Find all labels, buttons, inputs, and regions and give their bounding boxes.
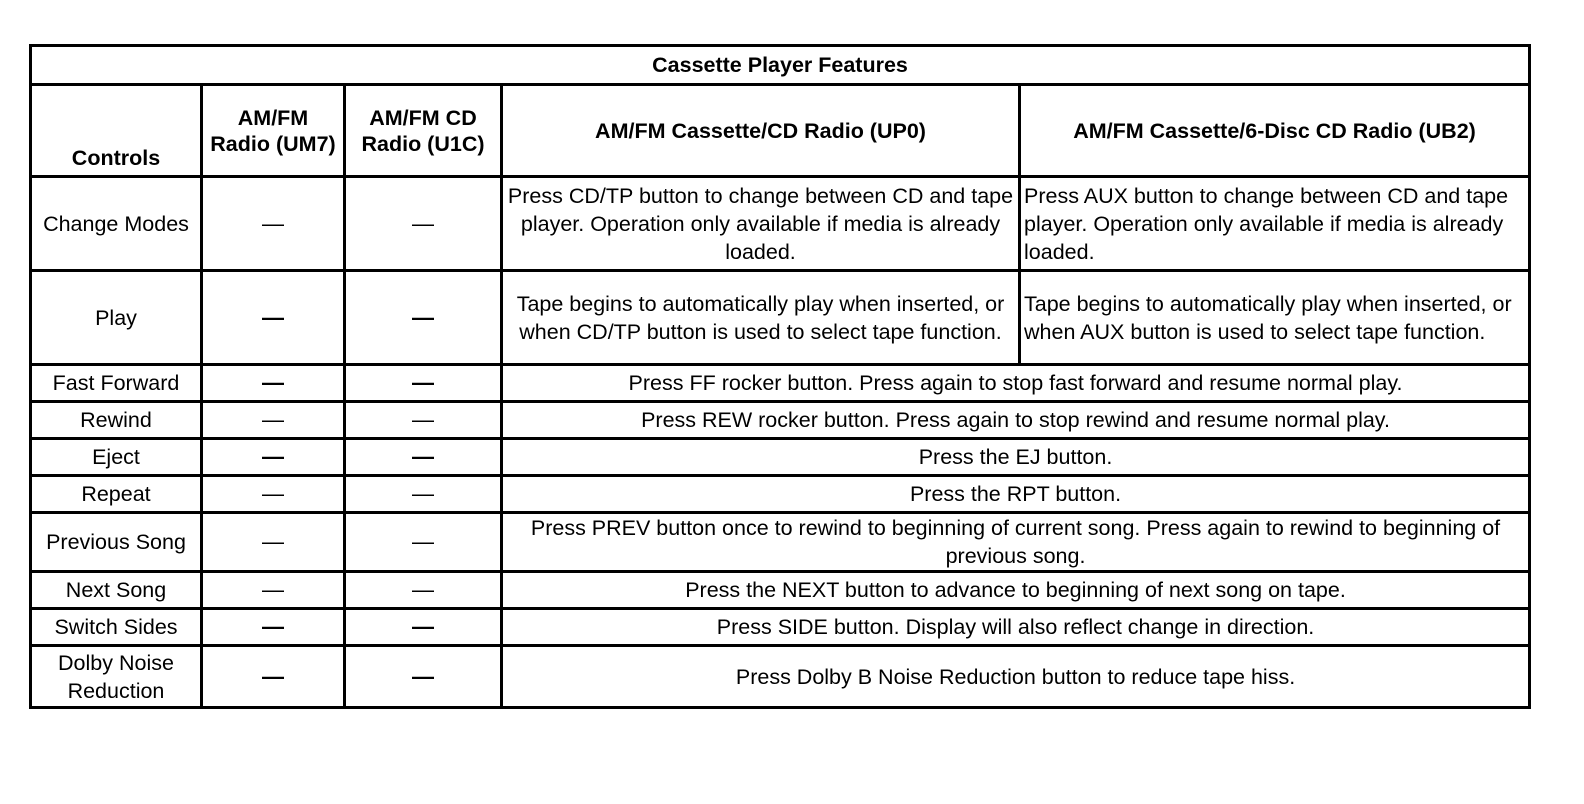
header-um7: AM/FM Radio (UM7) <box>202 85 345 177</box>
table-row <box>31 402 1530 439</box>
shared-description-cell: Press Dolby B Noise Reduction button to reduce tape hiss. <box>502 646 1530 708</box>
control-name: Switch Sides <box>31 609 202 646</box>
u1c-cell: — <box>345 513 502 572</box>
u1c-cell: — <box>345 439 502 476</box>
um7-cell: — <box>202 271 345 365</box>
table-row <box>31 476 1530 513</box>
shared-description-cell: Press the NEXT button to advance to beginning of next song on tape. <box>502 572 1530 609</box>
table-row <box>31 513 1530 572</box>
header-ub2: AM/FM Cassette/6-Disc CD Radio (UB2) <box>1020 85 1530 177</box>
control-name: Play <box>31 271 202 365</box>
up0-cell: Press CD/TP button to change between CD and tape player. Operation only available if media is already loaded. <box>502 177 1020 271</box>
shared-description-cell: Press FF rocker button. Press again to stop fast forward and resume normal play. <box>502 365 1530 402</box>
u1c-cell: — <box>345 177 502 271</box>
shared-description-cell: Press REW rocker button. Press again to stop rewind and resume normal play. <box>502 402 1530 439</box>
u1c-cell: — <box>345 365 502 402</box>
u1c-cell: — <box>345 402 502 439</box>
u1c-cell: — <box>345 271 502 365</box>
ub2-cell: Press AUX button to change between CD and tape player. Operation only available if media is already loaded. <box>1020 177 1530 271</box>
um7-cell: — <box>202 513 345 572</box>
um7-cell: — <box>202 572 345 609</box>
header-u1c: AM/FM CD Radio (U1C) <box>345 85 502 177</box>
um7-cell: — <box>202 365 345 402</box>
um7-cell: — <box>202 476 345 513</box>
table-row <box>31 177 1530 271</box>
u1c-cell: — <box>345 646 502 708</box>
u1c-cell: — <box>345 609 502 646</box>
um7-cell: — <box>202 609 345 646</box>
control-name: Next Song <box>31 572 202 609</box>
header-controls: Controls <box>31 85 202 177</box>
control-name: Dolby Noise Reduction <box>31 646 202 708</box>
control-name: Rewind <box>31 402 202 439</box>
header-row <box>31 85 1530 177</box>
shared-description-cell: Press the RPT button. <box>502 476 1530 513</box>
table-row <box>31 365 1530 402</box>
u1c-cell: — <box>345 572 502 609</box>
control-name: Eject <box>31 439 202 476</box>
shared-description-cell: Press the EJ button. <box>502 439 1530 476</box>
um7-cell: — <box>202 439 345 476</box>
um7-cell: — <box>202 402 345 439</box>
table-row <box>31 271 1530 365</box>
u1c-cell: — <box>345 476 502 513</box>
table-row <box>31 609 1530 646</box>
ub2-cell: Tape begins to automatically play when inserted, or when AUX button is used to select tape function. <box>1020 271 1530 365</box>
control-name: Repeat <box>31 476 202 513</box>
um7-cell: — <box>202 177 345 271</box>
up0-cell: Tape begins to automatically play when inserted, or when CD/TP button is used to select tape function. <box>502 271 1020 365</box>
table-row <box>31 439 1530 476</box>
table-title: Cassette Player Features <box>31 46 1530 85</box>
um7-cell: — <box>202 646 345 708</box>
header-up0: AM/FM Cassette/CD Radio (UP0) <box>502 85 1020 177</box>
control-name: Change Modes <box>31 177 202 271</box>
table-row <box>31 646 1530 708</box>
cassette-features-table <box>29 44 1531 709</box>
shared-description-cell: Press PREV button once to rewind to beginning of current song. Press again to rewind to beginning of previous song. <box>502 513 1530 572</box>
table-row <box>31 572 1530 609</box>
control-name: Previous Song <box>31 513 202 572</box>
control-name: Fast Forward <box>31 365 202 402</box>
shared-description-cell: Press SIDE button. Display will also reflect change in direction. <box>502 609 1530 646</box>
